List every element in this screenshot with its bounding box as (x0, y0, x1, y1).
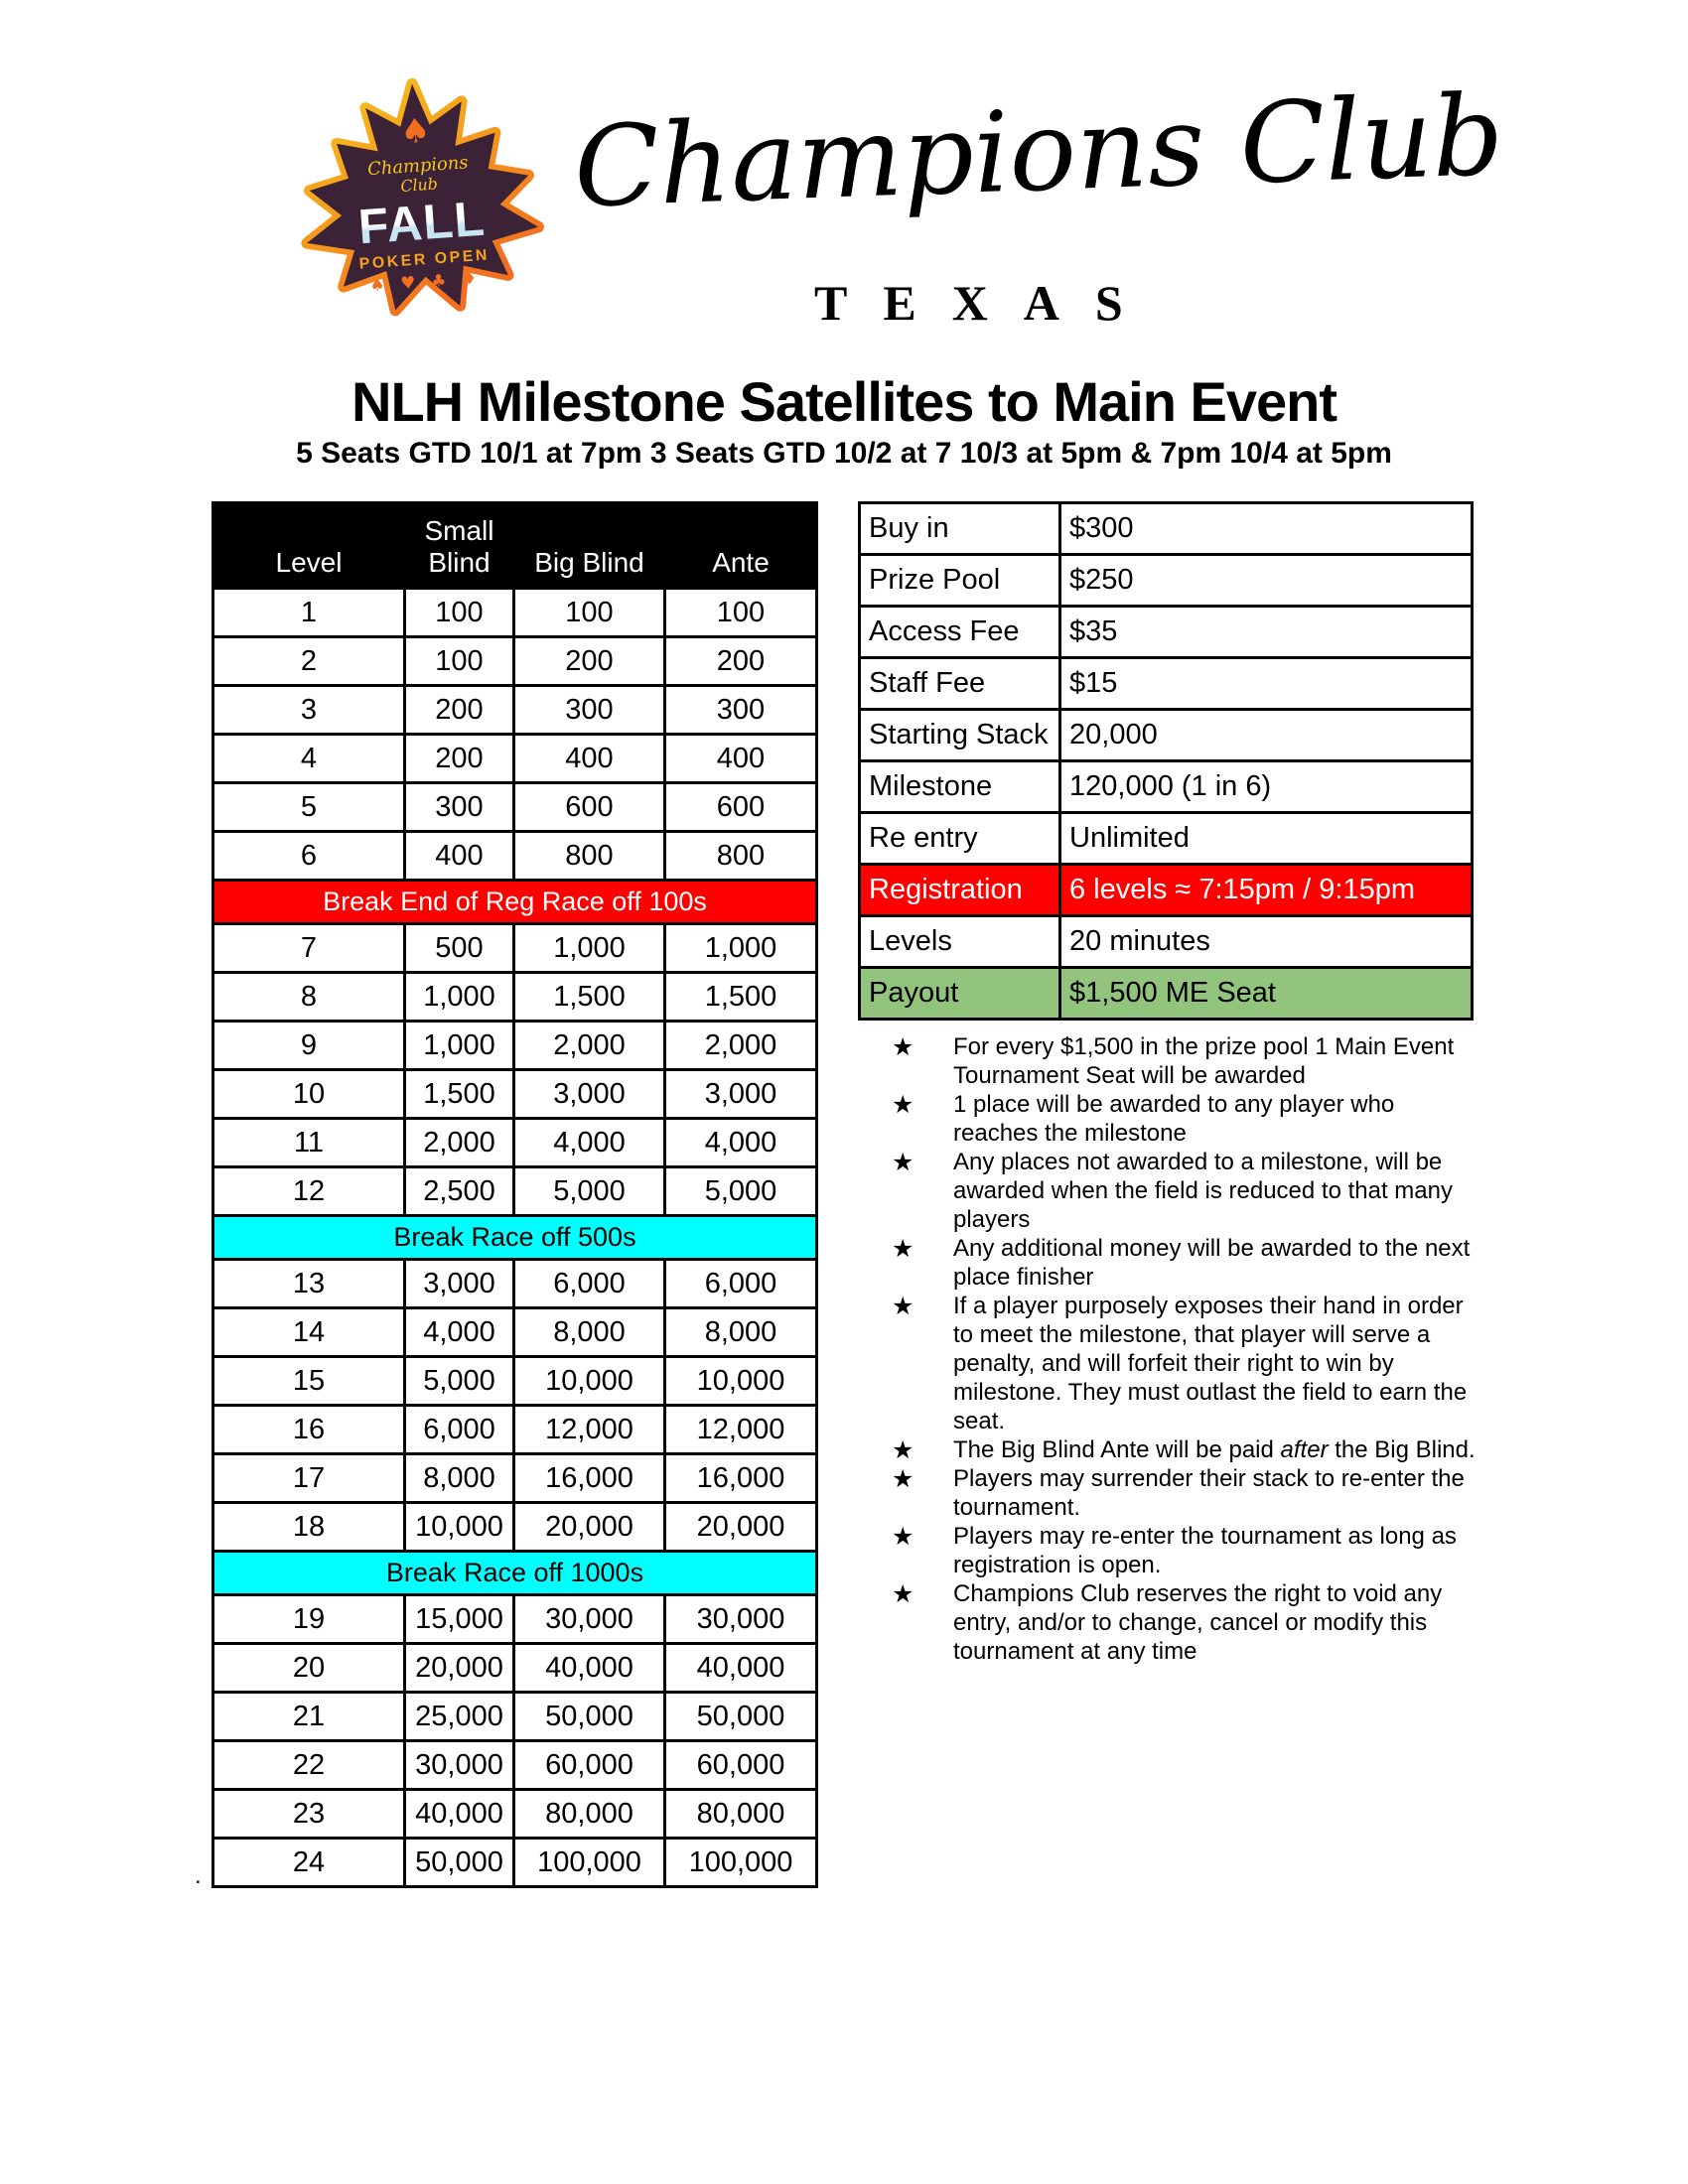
blind-cell: 50,000 (665, 1693, 817, 1741)
blind-cell: 80,000 (665, 1790, 817, 1839)
fall-poker-open-logo (290, 77, 550, 318)
rule-text: Players may surrender their stack to re-enter the tournament. (953, 1465, 1465, 1521)
rule-text: 1 place will be awarded to any player who reaches the milestone (953, 1091, 1395, 1147)
level-row (213, 1167, 817, 1216)
column-header: Ante (665, 503, 817, 589)
break-row (213, 1216, 817, 1260)
blind-cell: 18 (213, 1503, 405, 1552)
break-label: Break Race off 500s (213, 1216, 817, 1260)
rule-item (892, 1148, 1479, 1234)
blind-cell: 40,000 (514, 1644, 665, 1693)
blind-cell: 23 (213, 1790, 405, 1839)
blind-cell: 100 (405, 637, 514, 686)
info-label: Buy in (860, 503, 1060, 555)
blind-cell: 9 (213, 1022, 405, 1070)
blind-cell: 6,000 (665, 1260, 817, 1308)
blind-cell: 20,000 (514, 1503, 665, 1552)
info-label: Payout (860, 968, 1060, 1020)
blind-cell: 7 (213, 924, 405, 973)
blind-cell: 22 (213, 1741, 405, 1790)
blind-cell: 1 (213, 589, 405, 637)
blind-cell: 10,000 (514, 1357, 665, 1406)
blind-cell: 500 (405, 924, 514, 973)
rule-item (892, 1090, 1479, 1148)
info-row (860, 968, 1473, 1020)
star-bullet-icon: ★ (892, 1522, 914, 1551)
info-value: $250 (1060, 555, 1473, 607)
blind-cell: 100 (665, 589, 817, 637)
blind-cell: 400 (405, 832, 514, 881)
star-bullet-icon: ★ (892, 1292, 914, 1320)
blind-cell: 13 (213, 1260, 405, 1308)
blind-cell: 3,000 (665, 1070, 817, 1119)
blind-cell: 20 (213, 1644, 405, 1693)
break-label: Break Race off 1000s (213, 1552, 817, 1595)
level-row (213, 1119, 817, 1167)
info-row (860, 555, 1473, 607)
blind-cell: 800 (514, 832, 665, 881)
card-suits-icons: ♠ ♥ ♣ ♦ (368, 267, 484, 296)
info-row (860, 658, 1473, 710)
break-row (213, 1552, 817, 1595)
blind-cell: 15 (213, 1357, 405, 1406)
badge-club-text: Club (399, 174, 439, 196)
blind-cell: 200 (665, 637, 817, 686)
info-label: Access Fee (860, 607, 1060, 658)
blind-table-header-row (213, 503, 817, 589)
blind-cell: 8,000 (514, 1308, 665, 1357)
rule-item (892, 1522, 1479, 1579)
info-value: 120,000 (1 in 6) (1060, 761, 1473, 813)
blind-cell: 6,000 (405, 1406, 514, 1454)
info-label: Milestone (860, 761, 1060, 813)
info-value: $35 (1060, 607, 1473, 658)
blind-cell: 10,000 (405, 1503, 514, 1552)
blind-cell: 24 (213, 1839, 405, 1887)
level-row (213, 1503, 817, 1552)
info-row (860, 607, 1473, 658)
blind-cell: 50,000 (405, 1839, 514, 1887)
blind-cell: 6 (213, 832, 405, 881)
blind-cell: 6,000 (514, 1260, 665, 1308)
blind-cell: 1,000 (665, 924, 817, 973)
blind-cell: 40,000 (665, 1644, 817, 1693)
blind-cell: 2,500 (405, 1167, 514, 1216)
blind-cell: 200 (405, 686, 514, 735)
blind-cell: 5 (213, 783, 405, 832)
blind-cell: 20,000 (405, 1644, 514, 1693)
badge-champions-text: Champions (366, 152, 470, 181)
rule-text: If a player purposely exposes their hand in order to meet the milestone, that player will serve a penalty, and will forfeit their right to win by milestone. They must outlast the field to earn the seat. (953, 1293, 1468, 1434)
blind-cell: 4,000 (405, 1308, 514, 1357)
blind-cell: 100 (514, 589, 665, 637)
blind-cell: 100,000 (514, 1839, 665, 1887)
blind-cell: 300 (665, 686, 817, 735)
level-row (213, 1070, 817, 1119)
blind-cell: 2,000 (405, 1119, 514, 1167)
blind-cell: 10,000 (665, 1357, 817, 1406)
level-row (213, 1693, 817, 1741)
page-subtitle: 5 Seats GTD 10/1 at 7pm 3 Seats GTD 10/2 at 7 10/3 at 5pm & 7pm 10/4 at 5pm (296, 437, 1392, 470)
rule-item (892, 1435, 1479, 1464)
blind-table-body (213, 589, 817, 1887)
rule-text: Players may re-enter the tournament as long as registration is open. (953, 1523, 1457, 1578)
blind-cell: 19 (213, 1595, 405, 1644)
blind-cell: 1,000 (405, 1022, 514, 1070)
blind-cell: 25,000 (405, 1693, 514, 1741)
rule-item (892, 1032, 1479, 1090)
blind-cell: 8,000 (405, 1454, 514, 1503)
blind-cell: 17 (213, 1454, 405, 1503)
blind-cell: 300 (405, 783, 514, 832)
info-row (860, 813, 1473, 865)
blind-cell: 16,000 (665, 1454, 817, 1503)
level-row (213, 686, 817, 735)
level-row (213, 1595, 817, 1644)
level-row (213, 1260, 817, 1308)
level-row (213, 1644, 817, 1693)
blind-cell: 1,000 (514, 924, 665, 973)
blind-cell: 400 (665, 735, 817, 783)
brand-texas: TEXAS (814, 275, 1159, 331)
break-label: Break End of Reg Race off 100s (213, 881, 817, 924)
level-row (213, 1839, 817, 1887)
blind-cell: 80,000 (514, 1790, 665, 1839)
info-label: Staff Fee (860, 658, 1060, 710)
info-row (860, 710, 1473, 761)
star-bullet-icon: ★ (892, 1148, 914, 1176)
blind-cell: 12,000 (665, 1406, 817, 1454)
blind-cell: 8 (213, 973, 405, 1022)
blind-cell: 40,000 (405, 1790, 514, 1839)
level-row (213, 924, 817, 973)
info-value: 6 levels ≈ 7:15pm / 9:15pm (1060, 865, 1473, 916)
rule-item (892, 1292, 1479, 1435)
tournament-info-table (858, 501, 1474, 1021)
break-row (213, 881, 817, 924)
info-label: Prize Pool (860, 555, 1060, 607)
blind-cell: 2,000 (514, 1022, 665, 1070)
level-row (213, 735, 817, 783)
blind-cell: 14 (213, 1308, 405, 1357)
star-bullet-icon: ★ (892, 1579, 914, 1608)
level-row (213, 973, 817, 1022)
blind-cell: 1,000 (405, 973, 514, 1022)
rule-item (892, 1464, 1479, 1522)
blind-cell: 30,000 (514, 1595, 665, 1644)
blind-cell: 1,500 (514, 973, 665, 1022)
level-row (213, 832, 817, 881)
info-row (860, 916, 1473, 968)
badge-fall-text: FALL (356, 191, 488, 255)
level-row (213, 783, 817, 832)
level-row (213, 589, 817, 637)
blind-cell: 200 (405, 735, 514, 783)
info-value: $15 (1060, 658, 1473, 710)
blind-cell: 3 (213, 686, 405, 735)
rule-text: Any additional money will be awarded to the next place finisher (953, 1235, 1471, 1291)
blind-cell: 60,000 (665, 1741, 817, 1790)
info-value: $1,500 ME Seat (1060, 968, 1473, 1020)
blind-cell: 4 (213, 735, 405, 783)
blind-cell: 2,000 (665, 1022, 817, 1070)
rule-item (892, 1579, 1479, 1666)
info-value: Unlimited (1060, 813, 1473, 865)
info-row (860, 761, 1473, 813)
star-bullet-icon: ★ (892, 1464, 914, 1493)
level-row (213, 1790, 817, 1839)
level-row (213, 1308, 817, 1357)
info-value: $300 (1060, 503, 1473, 555)
blind-cell: 12,000 (514, 1406, 665, 1454)
column-header: Small Blind (405, 503, 514, 589)
blind-cell: 1,500 (665, 973, 817, 1022)
blind-cell: 2 (213, 637, 405, 686)
blind-cell: 8,000 (665, 1308, 817, 1357)
blind-cell: 30,000 (405, 1741, 514, 1790)
blind-cell: 15,000 (405, 1595, 514, 1644)
level-row (213, 1357, 817, 1406)
level-row (213, 1454, 817, 1503)
blind-cell: 10 (213, 1070, 405, 1119)
brand-script-champions-club: Champions Club (571, 70, 1506, 233)
blind-cell: 12 (213, 1167, 405, 1216)
column-header: Level (213, 503, 405, 589)
blind-cell: 200 (514, 637, 665, 686)
blind-structure-table (211, 501, 818, 1888)
info-row (860, 503, 1473, 555)
blind-cell: 3,000 (514, 1070, 665, 1119)
blind-cell: 5,000 (665, 1167, 817, 1216)
level-row (213, 1741, 817, 1790)
rule-text: For every $1,500 in the prize pool 1 Main Event Tournament Seat will be awarded (953, 1033, 1455, 1089)
blind-cell: 30,000 (665, 1595, 817, 1644)
blind-cell: 16,000 (514, 1454, 665, 1503)
blind-cell: 100,000 (665, 1839, 817, 1887)
level-row (213, 1406, 817, 1454)
blind-cell: 60,000 (514, 1741, 665, 1790)
blind-cell: 5,000 (405, 1357, 514, 1406)
info-label: Registration (860, 865, 1060, 916)
blind-cell: 20,000 (665, 1503, 817, 1552)
blind-cell: 16 (213, 1406, 405, 1454)
blind-cell: 600 (665, 783, 817, 832)
spade-icon: ♠ (398, 110, 432, 152)
info-label: Levels (860, 916, 1060, 968)
rule-text: The Big Blind Ante will be paid after the Big Blind. (953, 1436, 1476, 1463)
rule-text: Any places not awarded to a milestone, will be awarded when the field is reduced to that many players (953, 1149, 1453, 1233)
blind-cell: 5,000 (514, 1167, 665, 1216)
blind-cell: 4,000 (514, 1119, 665, 1167)
star-bullet-icon: ★ (892, 1032, 914, 1061)
stray-period: . (195, 1862, 202, 1889)
blind-cell: 600 (514, 783, 665, 832)
blind-cell: 50,000 (514, 1693, 665, 1741)
blind-cell: 11 (213, 1119, 405, 1167)
blind-cell: 1,500 (405, 1070, 514, 1119)
rules-list (892, 1032, 1479, 1666)
blind-cell: 100 (405, 589, 514, 637)
info-label: Starting Stack (860, 710, 1060, 761)
star-bullet-icon: ★ (892, 1090, 914, 1119)
blind-cell: 400 (514, 735, 665, 783)
blind-cell: 21 (213, 1693, 405, 1741)
level-row (213, 637, 817, 686)
info-value: 20,000 (1060, 710, 1473, 761)
page-title: NLH Milestone Satellites to Main Event (352, 370, 1336, 433)
blind-cell: 300 (514, 686, 665, 735)
rule-text: Champions Club reserves the right to void any entry, and/or to change, cancel or modify this tournament at any time (953, 1580, 1443, 1665)
blind-cell: 3,000 (405, 1260, 514, 1308)
info-value: 20 minutes (1060, 916, 1473, 968)
info-table-body (860, 503, 1473, 1020)
info-row (860, 865, 1473, 916)
info-label: Re entry (860, 813, 1060, 865)
star-bullet-icon: ★ (892, 1234, 914, 1263)
blind-cell: 4,000 (665, 1119, 817, 1167)
column-header: Big Blind (514, 503, 665, 589)
level-row (213, 1022, 817, 1070)
blind-cell: 800 (665, 832, 817, 881)
rule-item (892, 1234, 1479, 1292)
star-bullet-icon: ★ (892, 1435, 914, 1464)
badge-poker-open-text: POKER OPEN (358, 246, 491, 273)
